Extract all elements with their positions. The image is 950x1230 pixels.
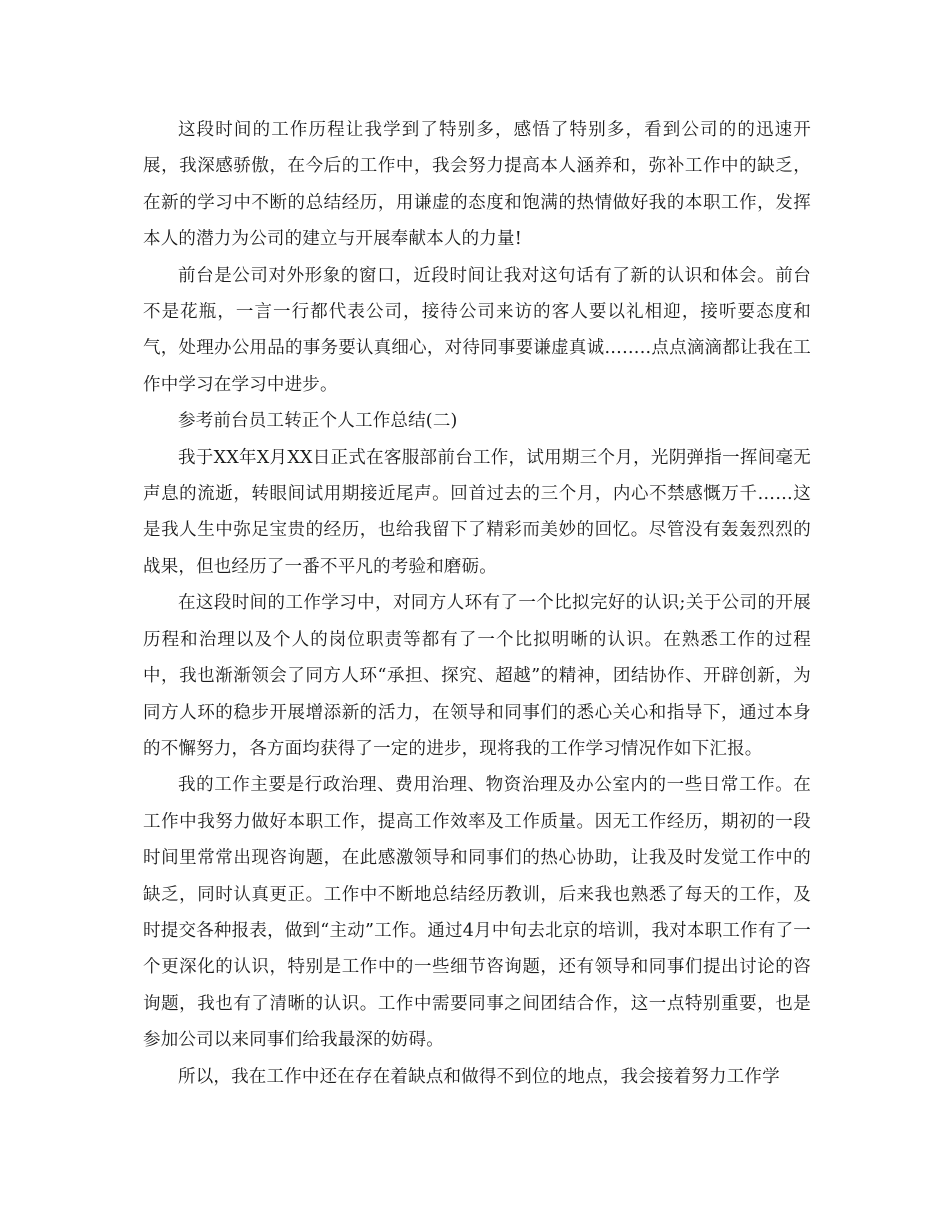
section-heading: 参考前台员工转正个人工作总结(二) — [178, 411, 458, 432]
paragraph-3: 我于XX年X月XX日正式在客服部前台工作，试用期三个月，光阴弹指一挥间毫无声息的流逝，转眼间试用期接近尾声。回首过去的三个月，内心不禁感慨万千……这是我人生中弥足宝贵的经历，也给我留下了精彩而美妙的回忆。尽管没有轰轰烈烈的战果，但也经历了一番不平凡的考验和磨砺。 — [143, 447, 811, 577]
paragraph-2: 前台是公司对外形象的窗口，近段时间让我对这句话有了新的认识和体会。前台不是花瓶，一言一行都代表公司，接待公司来访的客人要以礼相迎，接听要态度和气，处理办公用品的事务要认真细心，对待同事要谦虚真诚……..点点滴滴都让我在工作中学习在学习中进步。 — [143, 265, 811, 395]
document-body — [143, 112, 811, 1095]
paragraph-5: 我的工作主要是行政治理、费用治理、物资治理及办公室内的一些日常工作。在工作中我努力做好本职工作，提高工作效率及工作质量。因无工作经历，期初的一段时间里常常出现咨询题，在此感激领导和同事们的热心协助，让我及时发觉工作中的缺乏，同时认真更正。工作中不断地总结经历教训，后来我也熟悉了每天的工作，及时提交各种报表，做到“主动”工作。通过4月中旬去北京的培训，我对本职工作有了一个更深化的认识，特别是工作中的一些细节咨询题，还有领导和同事们提出讨论的咨询题，我也有了清晰的认识。工作中需要同事之间团结合作，这一点特别重要，也是参加公司以来同事们给我最深的妨碍。 — [143, 775, 811, 1051]
paragraph-4: 在这段时间的工作学习中，对同方人环有了一个比拟完好的认识;关于公司的开展历程和治理以及个人的岗位职责等都有了一个比拟明晰的认识。在熟悉工作的过程中，我也渐渐领会了同方人环“承担、探究、超越”的精神，团结协作、开辟创新，为同方人环的稳步开展增添新的活力，在领导和同事们的悉心关心和指导下，通过本身的不懈努力，各方面均获得了一定的进步，现将我的工作学习情况作如下汇报。 — [143, 593, 811, 759]
paragraph-6: 所以，我在工作中还在存在着缺点和做得不到位的地点，我会接着努力工作学 — [178, 1066, 780, 1087]
paragraph-1: 这段时间的工作历程让我学到了特别多，感悟了特别多，看到公司的的迅速开展，我深感骄傲，在今后的工作中，我会努力提高本人涵养和，弥补工作中的缺乏，在新的学习中不断的总结经历，用谦虚的态度和饱满的热情做好我的本职工作，发挥本人的潜力为公司的建立与开展奉献本人的力量! — [143, 120, 811, 250]
